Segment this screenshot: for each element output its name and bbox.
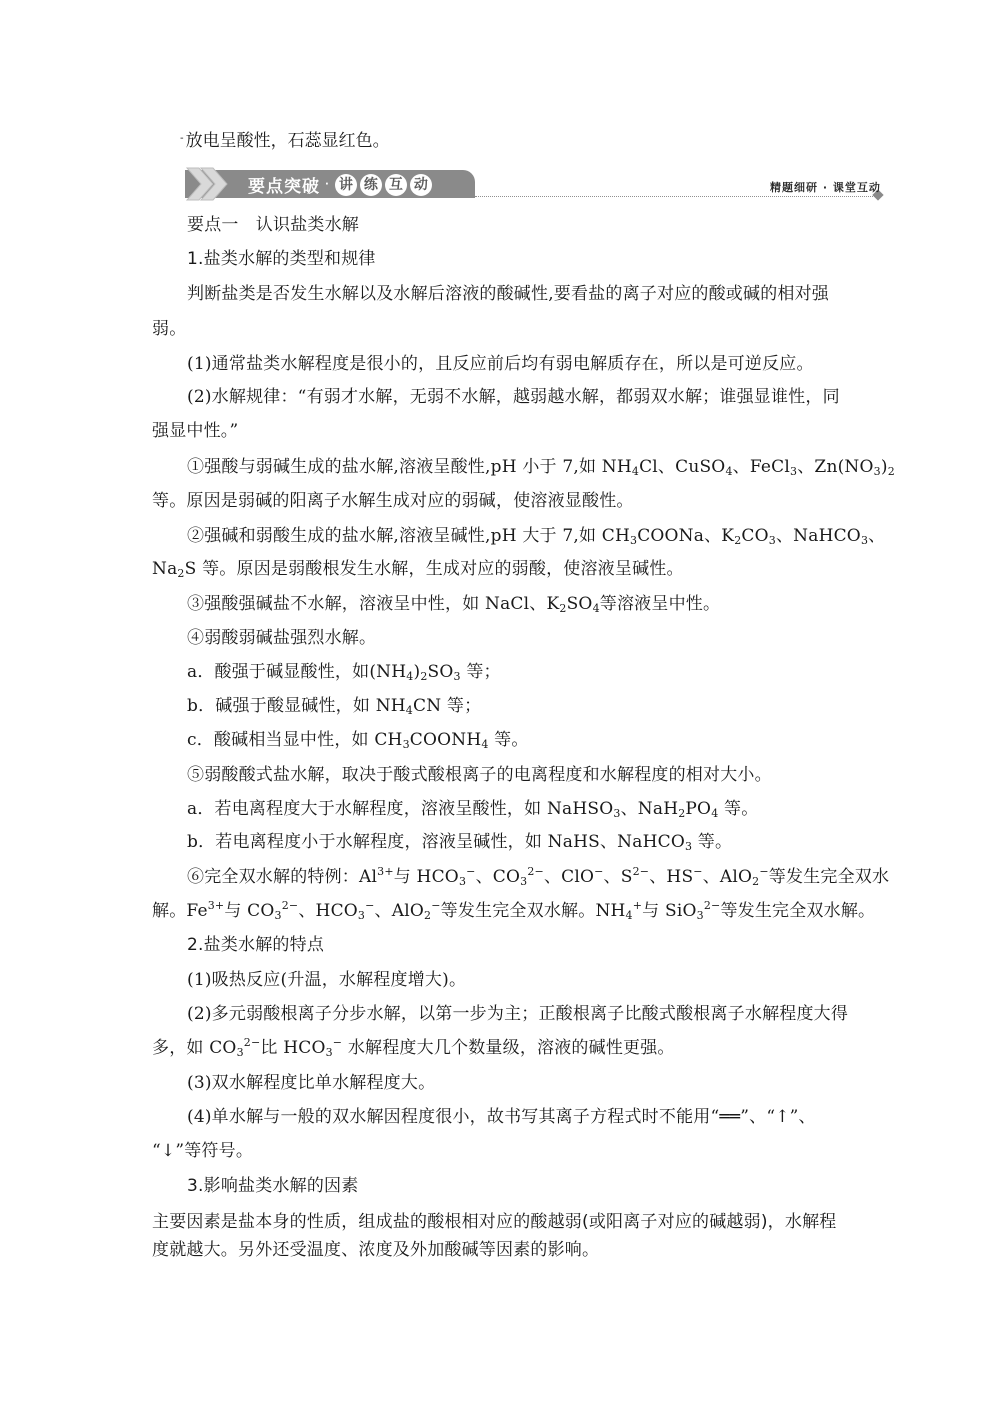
text: 等。 bbox=[724, 799, 759, 819]
text: ①强酸与弱碱生成的盐水解,溶液呈酸性,pH 小于 7,如 bbox=[187, 457, 602, 477]
rule-item-4c: c．酸碱相当显中性，如 $CH_3COONH_4$ 等。 bbox=[187, 730, 529, 751]
circled-char: 讲 bbox=[335, 174, 357, 196]
continued-text-content: 放电呈酸性，石蕊显红色。 bbox=[185, 131, 390, 151]
banner-right-label: 精题细研 · 课堂互动 bbox=[770, 181, 881, 194]
circled-char: 动 bbox=[410, 174, 432, 196]
banner-dotted-rule bbox=[475, 196, 875, 197]
double-chevron-icon bbox=[183, 166, 243, 202]
text: b．碱强于酸显碱性，如 bbox=[187, 696, 376, 716]
text: 解。 bbox=[152, 901, 187, 921]
paragraph: “↓”等符号。 bbox=[152, 1141, 254, 1161]
text: ③强酸强碱盐不水解，溶液呈中性，如 NaCl、 bbox=[187, 594, 547, 614]
text: c．酸碱相当显中性，如 bbox=[187, 730, 375, 750]
banner-title bbox=[248, 172, 435, 197]
paragraph: (4)单水解与一般的双水解因程度很小，故书写其离子方程式时不能用“══”、“↑”、 bbox=[187, 1107, 816, 1127]
section-heading: 要点一 认识盐类水解 bbox=[187, 215, 359, 235]
text: 等； bbox=[466, 662, 501, 682]
rule-item-5a: a．若电离程度大于水解程度，溶液呈酸性，如 NaHSO$_3$、$NaH_2PO_4$ 等。 bbox=[187, 799, 759, 820]
text: ②强碱和弱酸生成的盐水解,溶液呈碱性,pH 大于 7,如 bbox=[187, 526, 602, 546]
paragraph: 等。原因是弱碱的阳离子水解生成对应的弱碱，使溶液显酸性。 bbox=[152, 491, 634, 511]
text: 等。原因是弱酸根发生水解，生成对应的弱酸，使溶液呈碱性。 bbox=[196, 559, 684, 579]
rule-item-6: ⑥完全双水解的特例：$Al^{3+}$与 $HCO_3^-$、$CO_3^{2-}$、ClO−、$S^{2-}$、HS−、AlO$_2$−等发生完全双水 bbox=[187, 865, 890, 888]
lead-mark: - bbox=[180, 133, 184, 144]
rule-item-4b: b．碱强于酸显碱性，如 $NH_4CN$ 等； bbox=[187, 696, 482, 717]
paragraph: 解。$Fe^{3+}$与 $CO_3^{2-}$、$HCO_3^-$、AlO$_2$−等发生完全双水解。$NH_4^+$与 SiO$_3^{2-}$等发生完全双水解。 bbox=[152, 899, 876, 922]
rule-item-4: ④弱酸弱碱盐强烈水解。 bbox=[187, 628, 377, 648]
rule-item-4a: a．酸强于碱显酸性，如$(NH_4)_2SO_3$ 等； bbox=[187, 662, 501, 683]
paragraph: (3)双水解程度比单水解程度大。 bbox=[187, 1073, 436, 1093]
text: a．酸强于碱显酸性，如 bbox=[187, 662, 370, 682]
paragraph: (2)水解规律：“有弱才水解，无弱不水解，越弱越水解，都弱双水解；谁强显谁性，同 bbox=[187, 387, 840, 407]
text: 水解程度大几个数量级，溶液的碱性更强。 bbox=[347, 1038, 675, 1058]
text: b．若电离程度小于水解程度，溶液呈碱性，如 NaHS、 bbox=[187, 832, 618, 852]
subsection-title-3: 3.影响盐类水解的因素 bbox=[187, 1176, 359, 1196]
banner-separator: · bbox=[325, 179, 330, 190]
text: 多，如 bbox=[152, 1038, 210, 1058]
text: 等发生完全双水解。 bbox=[720, 901, 876, 921]
rule-item-2: ②强碱和弱酸生成的盐水解,溶液呈碱性,pH 大于 7,如 $CH_3COONa$、$K_2CO_3$、NaHCO$_3$、 bbox=[187, 526, 886, 547]
paragraph: (1)吸热反应(升温，水解程度增大)。 bbox=[187, 970, 467, 990]
paragraph: 判断盐类是否发生水解以及水解后溶液的酸碱性,要看盐的离子对应的酸或碱的相对强 bbox=[187, 284, 830, 304]
paragraph: 弱。 bbox=[152, 319, 187, 339]
text: 等发生完全双水解。 bbox=[440, 901, 596, 921]
banner-title-text: 要点突破 bbox=[248, 177, 320, 197]
text: ⑥完全双水解的特例： bbox=[187, 867, 359, 887]
text: 等发生完全双水 bbox=[768, 867, 890, 887]
rule-item-1: ①强酸与弱碱生成的盐水解,溶液呈酸性,pH 小于 7,如 $NH_4Cl$、CuSO$_4$、FeCl$_3$、$Zn(NO_3)_2$ bbox=[187, 457, 895, 478]
paragraph: (1)通常盐类水解程度是很小的，且反应前后均有弱电解质存在，所以是可逆反应。 bbox=[187, 354, 814, 374]
rule-item-5: ⑤弱酸酸式盐水解，取决于酸式酸根离子的电离程度和水解程度的相对大小。 bbox=[187, 765, 772, 785]
subsection-title-1: 1.盐类水解的类型和规律 bbox=[187, 249, 376, 269]
paragraph: 多，如 $CO_3^{2-}$比 $HCO_3^-$ 水解程度大几个数量级，溶液的碱性更强。 bbox=[152, 1036, 675, 1059]
text: 等。 bbox=[494, 730, 529, 750]
text: 等溶液呈中性。 bbox=[599, 594, 721, 614]
paragraph: (2)多元弱酸根离子分步水解，以第一步为主；正酸根离子比酸式酸根离子水解程度大得 bbox=[187, 1004, 849, 1024]
circled-char: 练 bbox=[360, 174, 382, 196]
subsection-title-2: 2.盐类水解的特点 bbox=[187, 935, 325, 955]
text: 等。 bbox=[697, 832, 733, 852]
text: a．若电离程度大于水解程度，溶液呈酸性，如 bbox=[187, 799, 547, 819]
continued-text bbox=[180, 126, 390, 151]
paragraph: 主要因素是盐本身的性质，组成盐的酸根相对应的酸越弱(或阳离子对应的碱越弱)，水解程 bbox=[152, 1212, 837, 1232]
text: 比 bbox=[260, 1038, 284, 1058]
rule-item-5b: b．若电离程度小于水解程度，溶液呈碱性，如 NaHS、NaHCO$_3$ 等。 bbox=[187, 832, 733, 853]
paragraph: 强显中性。” bbox=[152, 421, 239, 441]
paragraph: $Na_2S$ 等。原因是弱酸根发生水解，生成对应的弱酸，使溶液呈碱性。 bbox=[152, 559, 684, 580]
text: 等； bbox=[441, 696, 482, 716]
rule-item-3: ③强酸强碱盐不水解，溶液呈中性，如 NaCl、$K_2SO_4$等溶液呈中性。 bbox=[187, 594, 721, 615]
paragraph: 度就越大。另外还受温度、浓度及外加酸碱等因素的影响。 bbox=[152, 1240, 600, 1260]
circled-char: 互 bbox=[385, 174, 407, 196]
